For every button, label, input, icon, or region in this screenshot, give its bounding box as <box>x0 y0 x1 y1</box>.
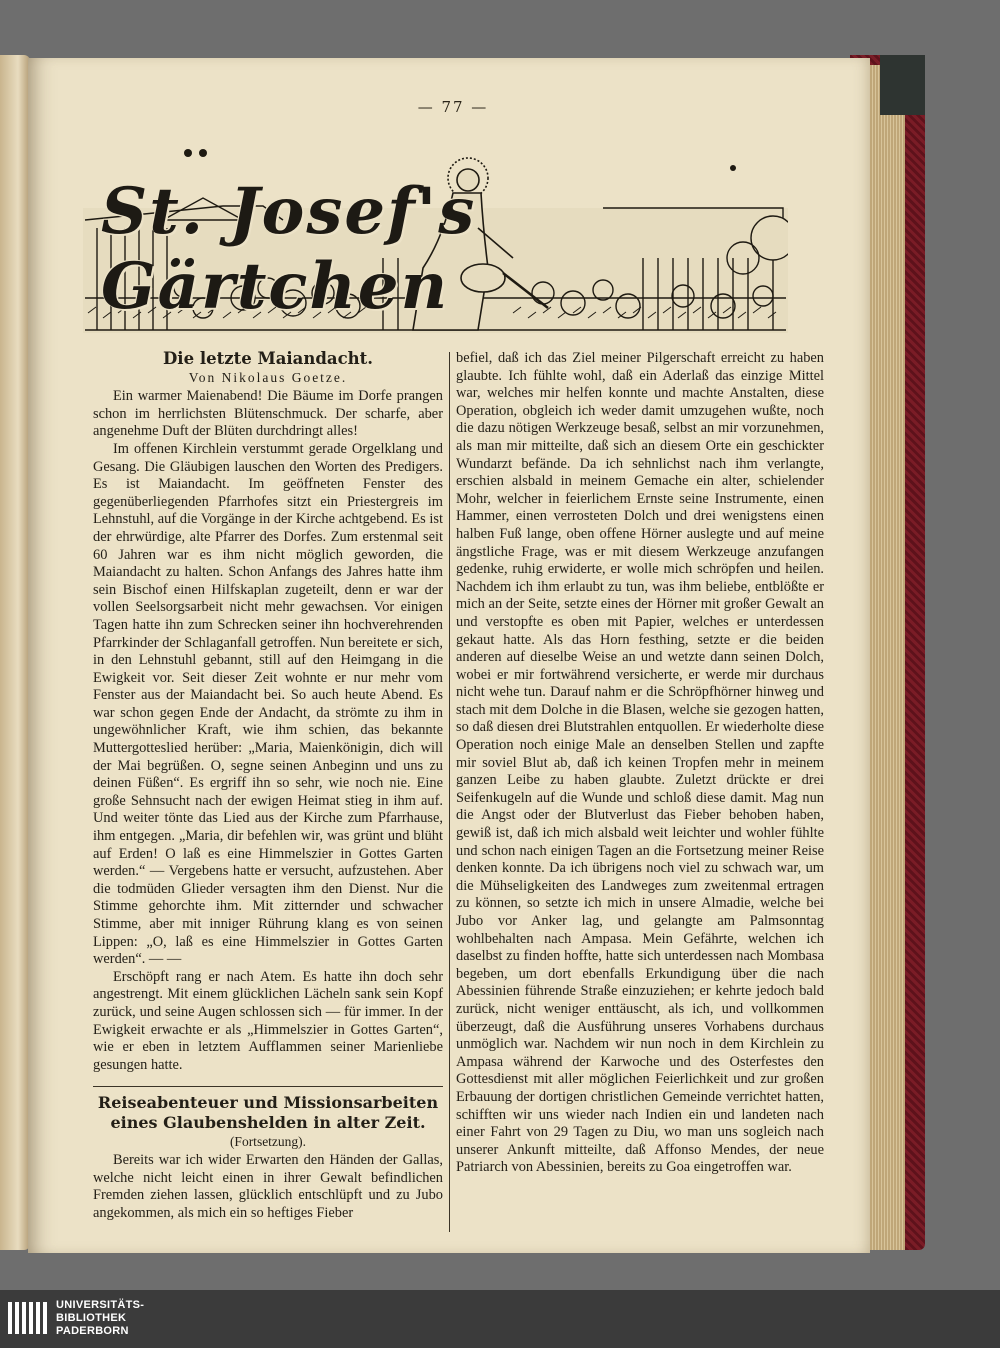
left-page-edge <box>0 55 30 1250</box>
masthead-banner <box>83 148 788 333</box>
library-footer <box>0 1290 1000 1348</box>
article1-paragraph: Ein warmer Maienabend! Die Bäume im Dorfe prangen schon im herrlichsten Blütenschmuck. Der scharfe, aber angenehme Duft der Blüten durchdringt alles! <box>93 388 443 440</box>
masthead-title: St. Josef's Gärtchen <box>101 174 477 324</box>
article1-byline: Von Nikolaus Goetze. <box>188 369 348 385</box>
column-rule <box>449 352 450 1232</box>
library-name <box>56 1299 144 1338</box>
page-number: — 77 — <box>417 98 489 116</box>
article1-paragraph: Erschöpft rang er nach Atem. Es hatte ihn doch sehr angestrengt. Mit einem glücklichen Lächeln sank sein Kopf zurück, und seine Augen schlossen sich — für immer. In der Ewigkeit erwachte er als „Himmelszier in Gottes Garten“, wie er eben in letztem Aufflammen seiner Marienliebe gesungen hatte. <box>93 968 443 1073</box>
article2-title: Reiseabenteuer und Missionsarbeiten eines Glaubenshelden in alter Zeit. <box>97 1093 439 1133</box>
article2-paragraph: befiel, daß ich das Ziel meiner Pilgerschaft erreicht zu haben glaubte. Ich fühlte wohl, daß ein Aderlaß das einzige Mittel war, welches mir helfen konnte und machte Anstalten, diese Operation, obgleich ich weder damit umzugehen wußte, noch die dazu nötigen Werkzeuge besaß, selbst an mir vorzunehmen, als man mir mitteilte, daß sich an diesem Orte ein geschickter Wundarzt befände. Da ich sehnlichst nach ihm verlangte, erschien alsbald in meinem Gemache ein alter, schielender Mohr, welcher in feierlichem Ernste seine Instrumente, einen Hammer, einen verrosteten Dolch und drei wenigstens einen halben Fuß lange, oben offene Hörner auslegte und auf meine ängstliche Frage, was er mit diesem Werkzeuge anzufangen gedenke, ruhig erwiderte, er wolle mich schröpfen und heilen. Nachdem ich ihm erlaubt zu tun, was ihm beliebe, entblößte er mich an der Seite, setzte eines der Hörner mit großer Gewalt an und verstopfte es oben mit Papier, welches er unterdessen gekaut hatte. Als das Horn festhing, setzte er die beiden anderen auf dieselbe Weise an und wetzte dann seinen Dolch, wobei er mir fortwährend versicherte, er werde mir durchaus nicht wehe tun. Darauf nahm er die Schröpfhörner hinweg und stach mit dem Dolche in die Blasen, welche sie gezogen hatten, so daß diesen drei Blutstrahlen entquollen. Er wiederholte diese Operation noch einige Male an denselben Stellen und zapfte mir soviel Blut ab, daß ich keinen Tropfen mehr in meinem ganzen Leibe zu haben glaubte. Zuletzt drückte er drei Seifenkugeln auf die Wunde und schloß diese damit. Mag nun die Angst oder der Blutverlust das Fieber behoben haben, gewiß ist, daß ich mich alsbald weit leichter und wohler fühlte und schon nach einigen Tagen an die Fortsetzung meiner Reise denken konnte. Da ich übrigens noch viel zu schwach war, um die Mühseligkeiten des Landweges zum zweitenmal ertragen zu können, so setzte ich mich in unsere Almadie, welche bei Jubo vor Anker lag, und gelangte am Palmsonntag wohlbehalten nach Ampasa. Mein Gefährte, welchen ich daselbst zu finden hoffte, hatte sich unterdessen nach Mombasa begeben, um dort ebenfalls Erkundigung über die nach Abessinien führende Straße einzuziehen; er kehrte jedoch bald zurück, nicht weniger enttäuscht, als ich, und vollkommen überzeugt, daß die Ausführung unseres Vorhabens durchaus unmöglich war. Nachdem wir nun noch in dem Kirchlein zu Ampasa während der Karwoche und des Osterfestes den Gottesdienst mit aller möglichen Feierlichkeit und zur großen Erbauung der dortigen christlichen Gemeinde verrichtet hatten, schifften wir uns wieder nach Indien ein und landeten nach einer Fahrt von 29 Tagen zu Diu, wo man uns sogleich nach unserer Ankunft mitteilte, daß Affonso Mendes, der neue Patriarch von Abessinien, bereits zu Goa eingetroffen war. <box>456 350 824 1176</box>
article2-paragraph: Bereits war ich wider Erwarten den Händen der Gallas, welche nicht leicht einen in ihrer Gewalt befindlichen Fremden ziehen lassen, glücklich entschlüpft und zu Jubo angekommen, als mich ein so heftiges Fieber <box>93 1151 443 1221</box>
article-divider <box>93 1086 443 1087</box>
cover-corner <box>880 55 925 115</box>
library-line: PADERBORN <box>56 1325 129 1337</box>
library-line: UNIVERSITÄTS- <box>56 1299 145 1311</box>
article1-paragraph: Im offenen Kirchlein verstummt gerade Orgelklang und Gesang. Die Gläubigen lauschen den Worten des Predigers. Es ist Maiandacht. Im geöffneten Fenster des gegenüberliegenden Pfarrhofes sitzt ein Priestergreis im Lehnstuhl, auf die Vorgänge in der Kirche achtgebend. Es ist der ehrwürdige, alte Pfarrer des Dorfes. Zum erstenmal seit 60 Jahren war es ihm nicht möglich geworden, die Maiandacht zu halten. Schon Anfangs des Jahres hatte ihm sein Bischof einen Hilfskaplan zugeteilt, denn er war der vollen Seelsorgsarbeit nicht mehr gewachsen. Vor einigen Tagen hatte ihn zum Schrecken seiner ihn hochverehrenden Pfarrkinder der Schlaganfall getroffen. Nun bereitete er sich, in den Lehnstuhl gebannt, still auf den Heimgang in die Ewigkeit vor. Seit dieser Zeit wohnte er nur mehr vom Fenster aus der Maiandacht bei. So auch heute Abend. Es war schon gegen Ende der Andacht, da strömte zu ihm in ungewöhnlicher Kraft, wie ihm schien, das bekannte Muttergotteslied herüber: „Maria, Maienkönigin, dich will der Mai begrüßen. O, segne seinen Anbeginn und uns zu deinen Füßen“. Es ergriff ihn so sehr, wie noch nie. Eine große Sehnsucht nach der ewigen Heimat stieg in ihm auf. Und weiter tönte das Lied aus der Kirche zum Pfarrhause, ihm entgegen. „Maria, dir befehlen wir, was grünt und blüht auf Erden! O laß es eine Himmelszier in Gottes Garten werden.“ — Vergebens hatte er versucht, aufzustehen. Aber die todmüden Glieder versagten ihm den Dienst. Nur die Stimme gehorchte ihm. Mit zitternder und schwacher Stimme, aber mit inniger Rührung klang es von seinen Lippen: „O, laß es eine Himmelszier in Gottes Garten werden“. — — <box>93 440 443 968</box>
library-line: BIBLIOTHEK <box>56 1312 127 1324</box>
book-page <box>28 58 870 1253</box>
right-column <box>456 350 824 1177</box>
article2-subtitle: (Fortsetzung). <box>229 1134 307 1150</box>
left-column <box>93 350 443 1222</box>
library-logo-icon <box>8 1298 50 1338</box>
article1-title: Die letzte Maiandacht. <box>163 349 373 368</box>
